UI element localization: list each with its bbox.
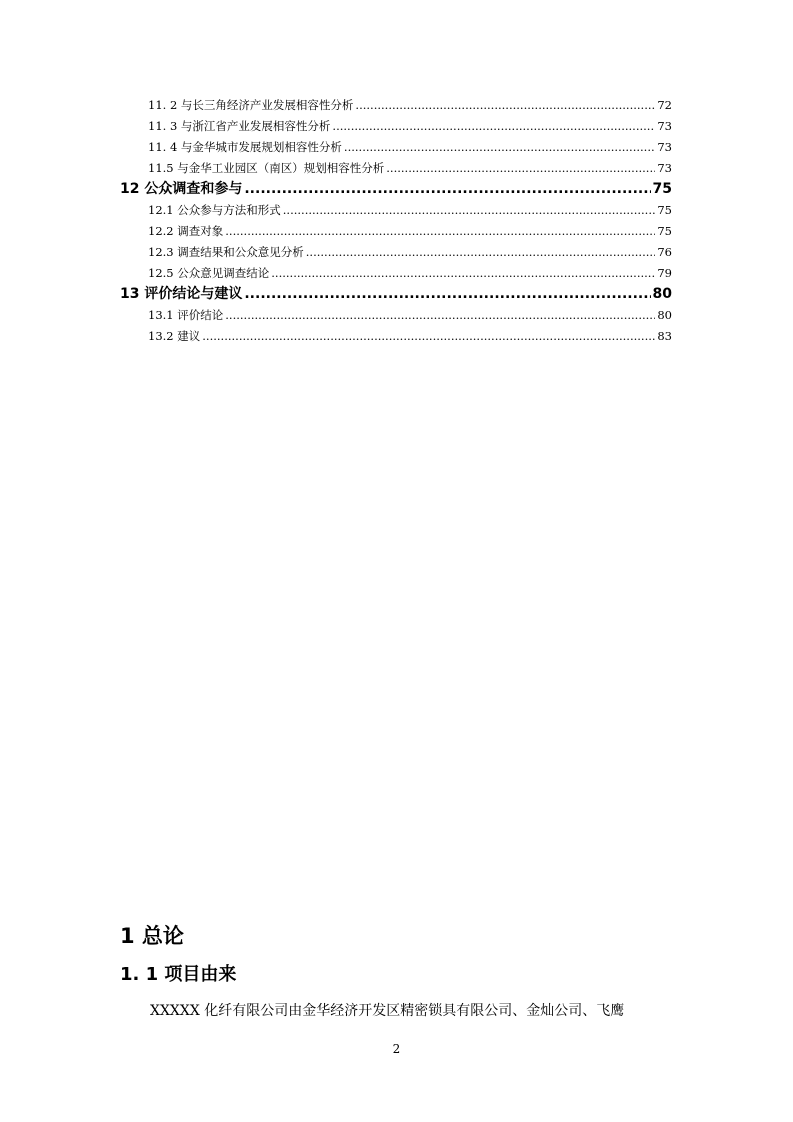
- toc-entry-title: 12 公众调查和参与: [120, 181, 243, 197]
- toc-entry-12-3[interactable]: [148, 244, 672, 260]
- toc-entry-page: 80: [652, 286, 672, 302]
- toc-leader-dots: [202, 328, 655, 344]
- toc-leader-dots: [332, 118, 655, 134]
- toc-leader-dots: [306, 244, 656, 260]
- toc-entry-12-1[interactable]: [148, 202, 672, 218]
- page-number: 2: [392, 1042, 401, 1056]
- toc-entry-title: 13.1 评价结论: [148, 308, 224, 322]
- chapter-heading: 1 总论: [120, 924, 184, 948]
- toc-entry-13[interactable]: [120, 284, 672, 304]
- toc-entry-11-2[interactable]: [148, 97, 672, 113]
- toc-entry-13-1[interactable]: [148, 307, 672, 323]
- toc-entry-title: 12.3 调查结果和公众意见分析: [148, 245, 304, 259]
- toc-entry-11-3[interactable]: [148, 118, 672, 134]
- toc-entry-page: 83: [657, 329, 672, 343]
- toc-entry-page: 72: [657, 98, 672, 112]
- toc-entry-page: 75: [657, 203, 672, 217]
- toc-leader-dots: [355, 97, 655, 113]
- toc-entry-12[interactable]: [120, 179, 672, 199]
- toc-entry-title: 11.5 与金华工业园区（南区）规划相容性分析: [148, 161, 385, 175]
- toc-entry-title: 11. 2 与长三角经济产业发展相容性分析: [148, 98, 354, 112]
- toc-entry-title: 12.1 公众参与方法和形式: [148, 203, 281, 217]
- toc-entry-title: 13.2 建议: [148, 329, 201, 343]
- body-paragraph: XXXXX 化纤有限公司由金华经济开发区精密锁具有限公司、金灿公司、飞鹰: [150, 1003, 625, 1019]
- toc-entry-title: 12.2 调查对象: [148, 224, 224, 238]
- toc-leader-dots: [225, 307, 655, 323]
- toc-leader-dots: [225, 223, 655, 239]
- toc-entry-13-2[interactable]: [148, 328, 672, 344]
- toc-leader-dots: [244, 284, 650, 304]
- toc-leader-dots: [386, 160, 655, 176]
- toc-entry-page: 75: [657, 224, 672, 238]
- toc-entry-12-5[interactable]: [148, 265, 672, 281]
- toc-entry-page: 76: [657, 245, 672, 259]
- section-heading: 1. 1 项目由来: [120, 964, 237, 985]
- toc-leader-dots: [244, 179, 650, 199]
- toc-leader-dots: [283, 202, 656, 218]
- toc-entry-page: 80: [657, 308, 672, 322]
- toc-entry-11-5[interactable]: [148, 160, 672, 176]
- toc-entry-page: 75: [652, 181, 672, 197]
- toc-entry-title: 11. 3 与浙江省产业发展相容性分析: [148, 119, 331, 133]
- toc-entry-page: 73: [657, 119, 672, 133]
- toc-leader-dots: [344, 139, 655, 155]
- toc-entry-title: 12.5 公众意见调查结论: [148, 266, 270, 280]
- toc-entry-12-2[interactable]: [148, 223, 672, 239]
- toc-entry-page: 79: [657, 266, 672, 280]
- toc-entry-page: 73: [657, 161, 672, 175]
- toc-entry-page: 73: [657, 140, 672, 154]
- toc-entry-title: 11. 4 与金华城市发展规划相容性分析: [148, 140, 342, 154]
- toc-entry-11-4[interactable]: [148, 139, 672, 155]
- toc-entry-title: 13 评价结论与建议: [120, 286, 243, 302]
- toc-leader-dots: [271, 265, 655, 281]
